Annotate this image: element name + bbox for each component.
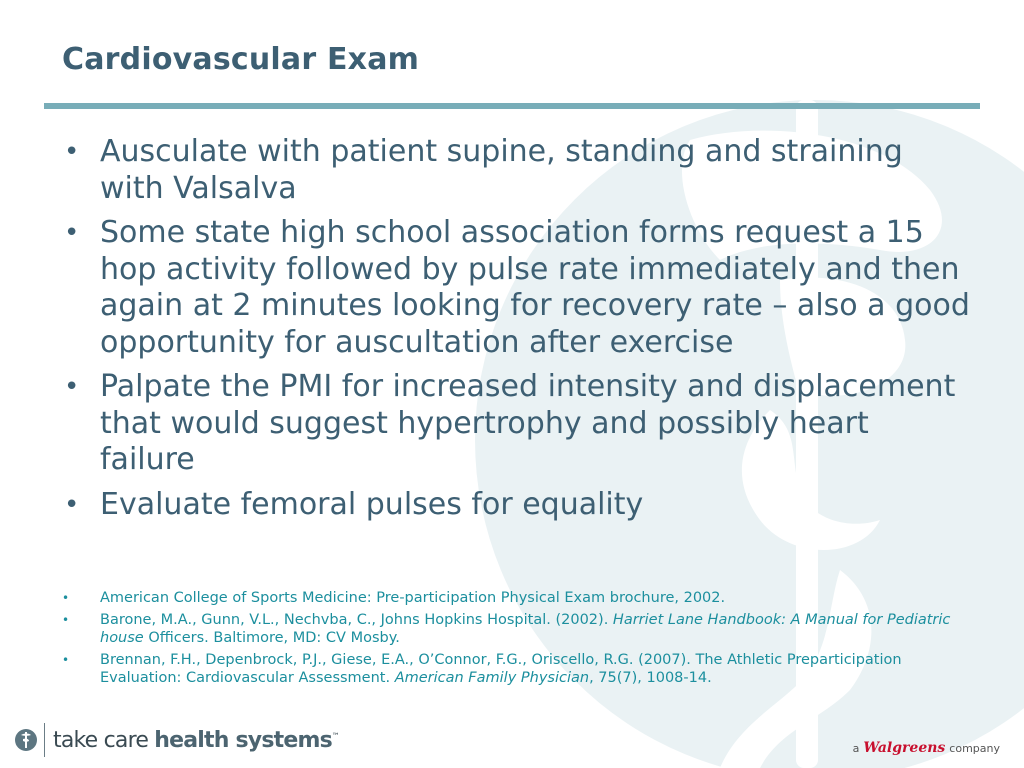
title-underline <box>44 103 980 109</box>
reference-item <box>60 589 960 607</box>
trademark-mark: ™ <box>331 731 340 741</box>
reference-text: Barone, M.A., Gunn, V.L., Nechvba, C., Johns Hopkins Hospital. (2002). <box>100 612 613 628</box>
brand-name <box>53 728 339 753</box>
bullet-dot-icon: • <box>64 372 80 402</box>
reference-item <box>60 651 960 687</box>
bullet-text: Palpate the PMI for increased intensity and displacement that would suggest hypertrophy and possibly heart failure <box>100 369 956 477</box>
company-prefix: a <box>852 742 860 755</box>
walgreens-company-tag <box>853 740 1000 756</box>
bullet-dot-icon: • <box>62 591 70 605</box>
bullet-text: Some state high school association forms request a 15 hop activity followed by pulse rate immediately and then again at 2 minutes looking for recovery rate – also a good opportunity for auscultation after exercise <box>100 215 970 360</box>
walgreens-logo: Walgreens <box>863 740 946 756</box>
reference-text: American College of Sports Medicine: Pre-participation Physical Exam brochure, 2002. <box>100 590 726 606</box>
slide-title: Cardiovascular Exam <box>62 42 420 77</box>
bullet-dot-icon: • <box>64 489 80 520</box>
bullet-item <box>60 215 970 361</box>
bullet-dot-icon: • <box>64 218 80 248</box>
reference-title: American Family Physician <box>394 670 590 686</box>
bullet-dot-icon: • <box>64 137 80 167</box>
brand-light-text: take care <box>53 727 149 753</box>
reference-item <box>60 611 960 647</box>
bullet-item <box>60 369 970 479</box>
bullet-item <box>60 487 970 524</box>
reference-text: Brennan, F.H., Depenbrock, P.J., Giese, E.A., O’Connor, F.G., Oriscello, R.G. (2007). The Athletic Preparticipation Evaluation: Cardiovascular Assessment. <box>100 652 902 686</box>
bullet-text: Ausculate with patient supine, standing and straining with Valsalva <box>100 134 903 206</box>
reference-list <box>60 589 960 691</box>
main-bullet-list <box>60 134 970 531</box>
brand-bold-text: health systems <box>154 727 332 753</box>
reference-text: Officers. Baltimore, MD: CV Mosby. <box>143 630 400 646</box>
company-suffix: company <box>949 742 1000 755</box>
bullet-item <box>60 134 970 207</box>
reference-text: , 75(7), 1008-14. <box>589 670 712 686</box>
bullet-text: Evaluate femoral pulses for equality <box>100 486 644 522</box>
logo-divider <box>44 723 45 757</box>
bullet-dot-icon: • <box>62 613 70 627</box>
take-care-logo <box>14 722 339 758</box>
caduceus-logo-icon <box>14 728 38 752</box>
bullet-dot-icon: • <box>62 653 70 667</box>
reference-title: Harriet Lane Handbook: A Manual for Pediatric house <box>100 612 951 646</box>
